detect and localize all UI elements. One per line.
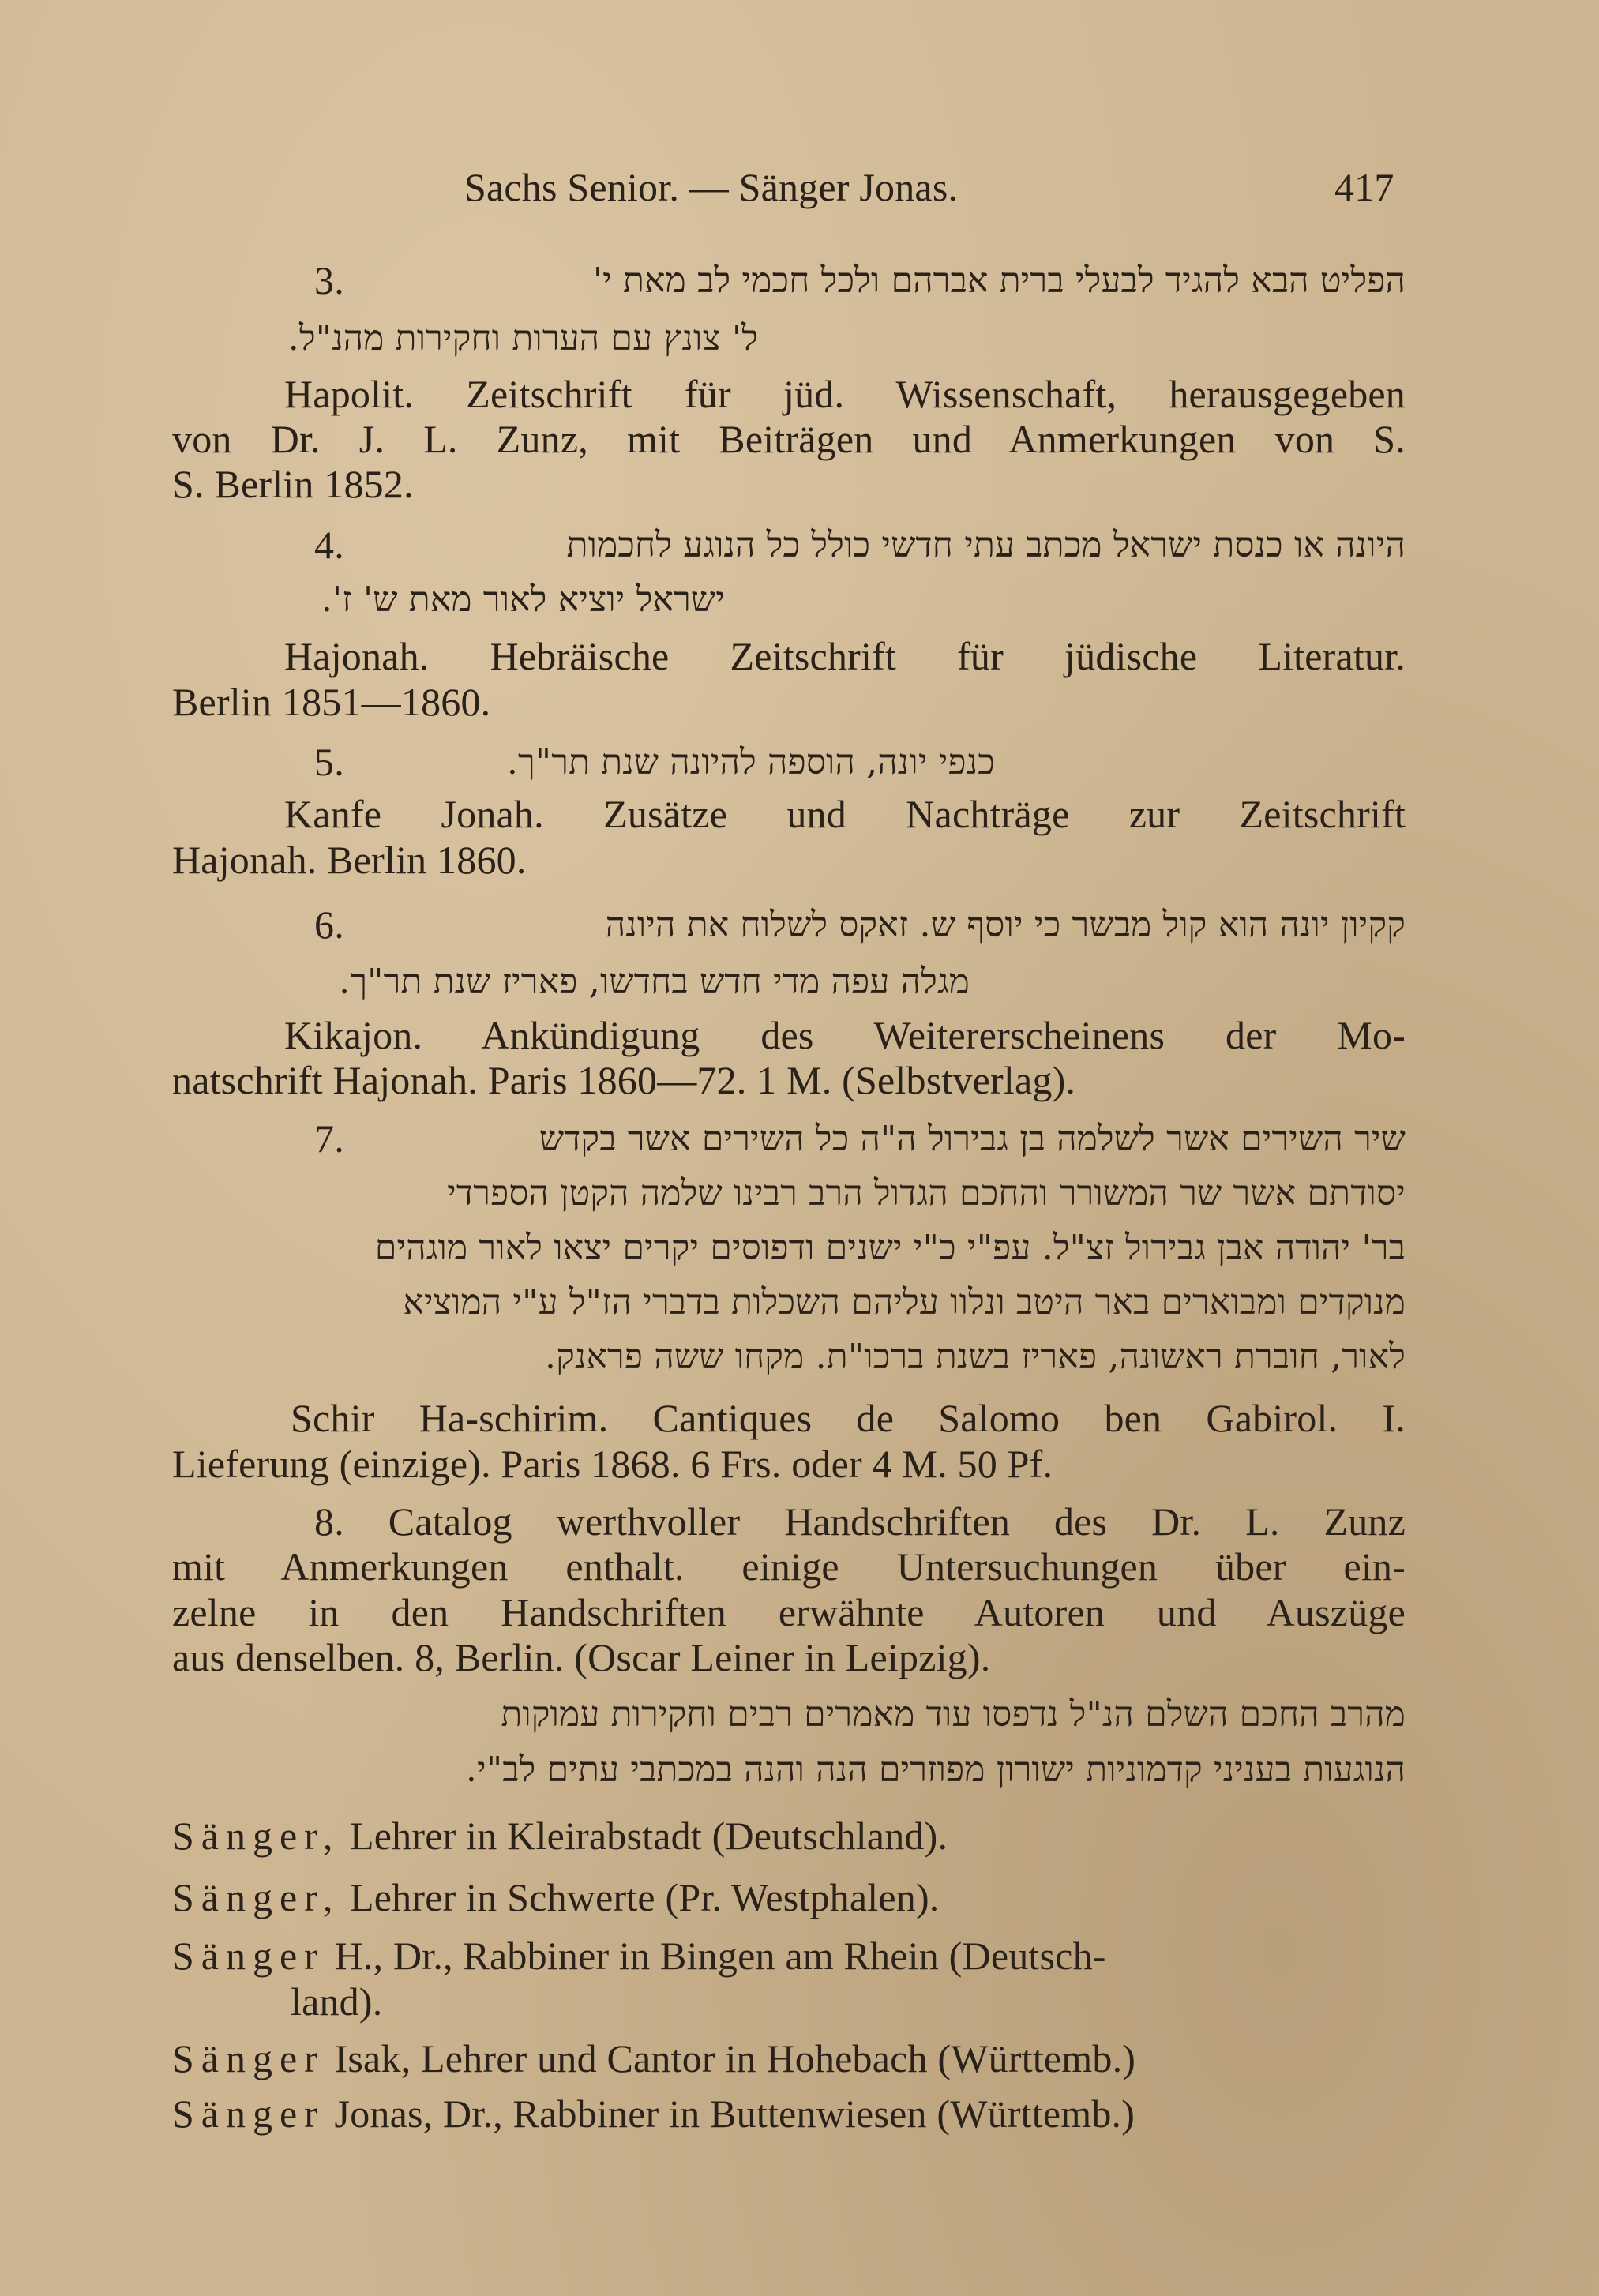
entry-text: Kanfe Jonah. Zusätze und Nachträge zur Zeitschrift <box>284 792 1406 836</box>
person-entry <box>172 1814 948 1858</box>
entry-text: Schir Ha-schirim. Cantiques de Salomo ben Gabirol. I. <box>291 1396 1406 1440</box>
entry-text: von Dr. J. L. Zunz, mit Beiträgen und Anmerkungen von S. <box>172 417 1406 461</box>
hebrew-line: הפליט הבא להגיד לבעלי ברית אברהם ולכל חכמי לב מאת י' <box>592 261 1406 301</box>
entry-text: aus denselben. 8, Berlin. (Oscar Leiner in Leipzig). <box>172 1635 991 1679</box>
entry-text: Berlin 1851—1860. <box>172 680 491 724</box>
page-number: 417 <box>1334 165 1394 209</box>
entry-number: 3. <box>314 258 344 302</box>
entry-text: zelne in den Handschriften erwähnte Autoren und Auszüge <box>172 1590 1406 1634</box>
entry-text: 8. Catalog werthvoller Handschriften des Dr. L. Zunz <box>314 1499 1406 1544</box>
person-text: Lehrer in Schwerte (Pr. Westphalen). <box>350 1875 940 1919</box>
person-name: Sänger <box>172 1934 325 1978</box>
running-head: Sachs Senior. — Sänger Jonas. <box>464 165 959 209</box>
hebrew-line: שיר השירים אשר לשלמה בן גבירול ה"ה כל השירים אשר בקדש <box>539 1119 1406 1159</box>
entry-text: Kikajon. Ankündigung des Weitererscheinens der Mo- <box>284 1013 1406 1057</box>
person-text: Lehrer in Kleirabstadt (Deutschland). <box>350 1814 948 1858</box>
person-entry <box>172 1934 1106 1978</box>
person-entry-continuation: land). <box>291 1979 383 2024</box>
person-text: H., Dr., Rabbiner in Bingen am Rhein (Deutsch- <box>334 1934 1106 1978</box>
person-text: Jonas, Dr., Rabbiner in Buttenwiesen (Württemb.) <box>334 2092 1135 2136</box>
hebrew-line: מהרב החכם השלם הנ"ל נדפסו עוד מאמרים רבים וחקירות עמוקות <box>501 1694 1406 1735</box>
hebrew-line: היונה או כנסת ישראל מכתב עתי חדשי כולל כל הנוגע לחכמות <box>566 525 1406 565</box>
hebrew-line: ל' צונץ עם הערות וחקירות מהנ"ל. <box>287 318 758 358</box>
entry-text: Hajonah. Berlin 1860. <box>172 838 527 882</box>
entry-number: 5. <box>314 740 344 784</box>
hebrew-line: כנפי יונה, הוספה להיונה שנת תר"ך. <box>506 742 995 782</box>
entry-text: Lieferung (einzige). Paris 1868. 6 Frs. oder 4 M. 50 Pf. <box>172 1442 1053 1486</box>
hebrew-line: הנוגעות בעניני קדמוניות ישורון מפוזרים הנה והנה במכתבי עתים לב"י. <box>465 1750 1406 1790</box>
hebrew-line: בר' יהודה אבן גבירול זצ"ל. עפ"י כ"י ישנים ודפוסים יקרים יצאו לאור מוגהים <box>374 1228 1406 1268</box>
entry-number: 4. <box>314 523 344 567</box>
person-name: Sänger <box>172 2092 325 2136</box>
entry-number: 7. <box>314 1116 344 1161</box>
entry-text: S. Berlin 1852. <box>172 462 414 506</box>
entry-text: Hapolit. Zeitschrift für jüd. Wissenschaft, herausgegeben <box>284 372 1406 416</box>
entry-text: mit Anmerkungen enthalt. einige Untersuchungen über ein- <box>172 1544 1406 1589</box>
person-entry <box>172 2092 1135 2136</box>
entry-text: natschrift Hajonah. Paris 1860—72. 1 M. (Selbstverlag). <box>172 1058 1076 1102</box>
person-entry <box>172 2036 1136 2080</box>
entry-number: 6. <box>314 902 344 947</box>
hebrew-line: לאור, חוברת ראשונה, פאריז בשנת ברכו"ת. מקחו ששה פראנק. <box>545 1337 1406 1377</box>
hebrew-line: ישראל יוציא לאור מאת ש' ז'. <box>321 580 725 620</box>
hebrew-line: מנוקדים ומבוארים באר היטב ונלוו עליהם השכלות בדברי הז"ל ע"י המוציא <box>403 1282 1406 1322</box>
person-name: Sänger, <box>172 1875 340 1919</box>
hebrew-line: מגלה עפה מדי חדש בחדשו, פאריז שנת תר"ך. <box>339 962 970 1002</box>
hebrew-line: קקיון יונה הוא קול מבשר כי יוסף ש. זאקס לשלוח את היונה <box>605 905 1406 945</box>
person-name: Sänger, <box>172 1814 340 1858</box>
hebrew-line: יסודתם אשר שר המשורר והחכם הגדול הרב רבינו שלמה הקטן הספרדי <box>447 1173 1406 1214</box>
entry-text: Hajonah. Hebräische Zeitschrift für jüdische Literatur. <box>284 634 1406 678</box>
person-text: Isak, Lehrer und Cantor in Hohebach (Württemb.) <box>334 2036 1136 2080</box>
person-entry <box>172 1875 940 1919</box>
person-name: Sänger <box>172 2036 325 2080</box>
